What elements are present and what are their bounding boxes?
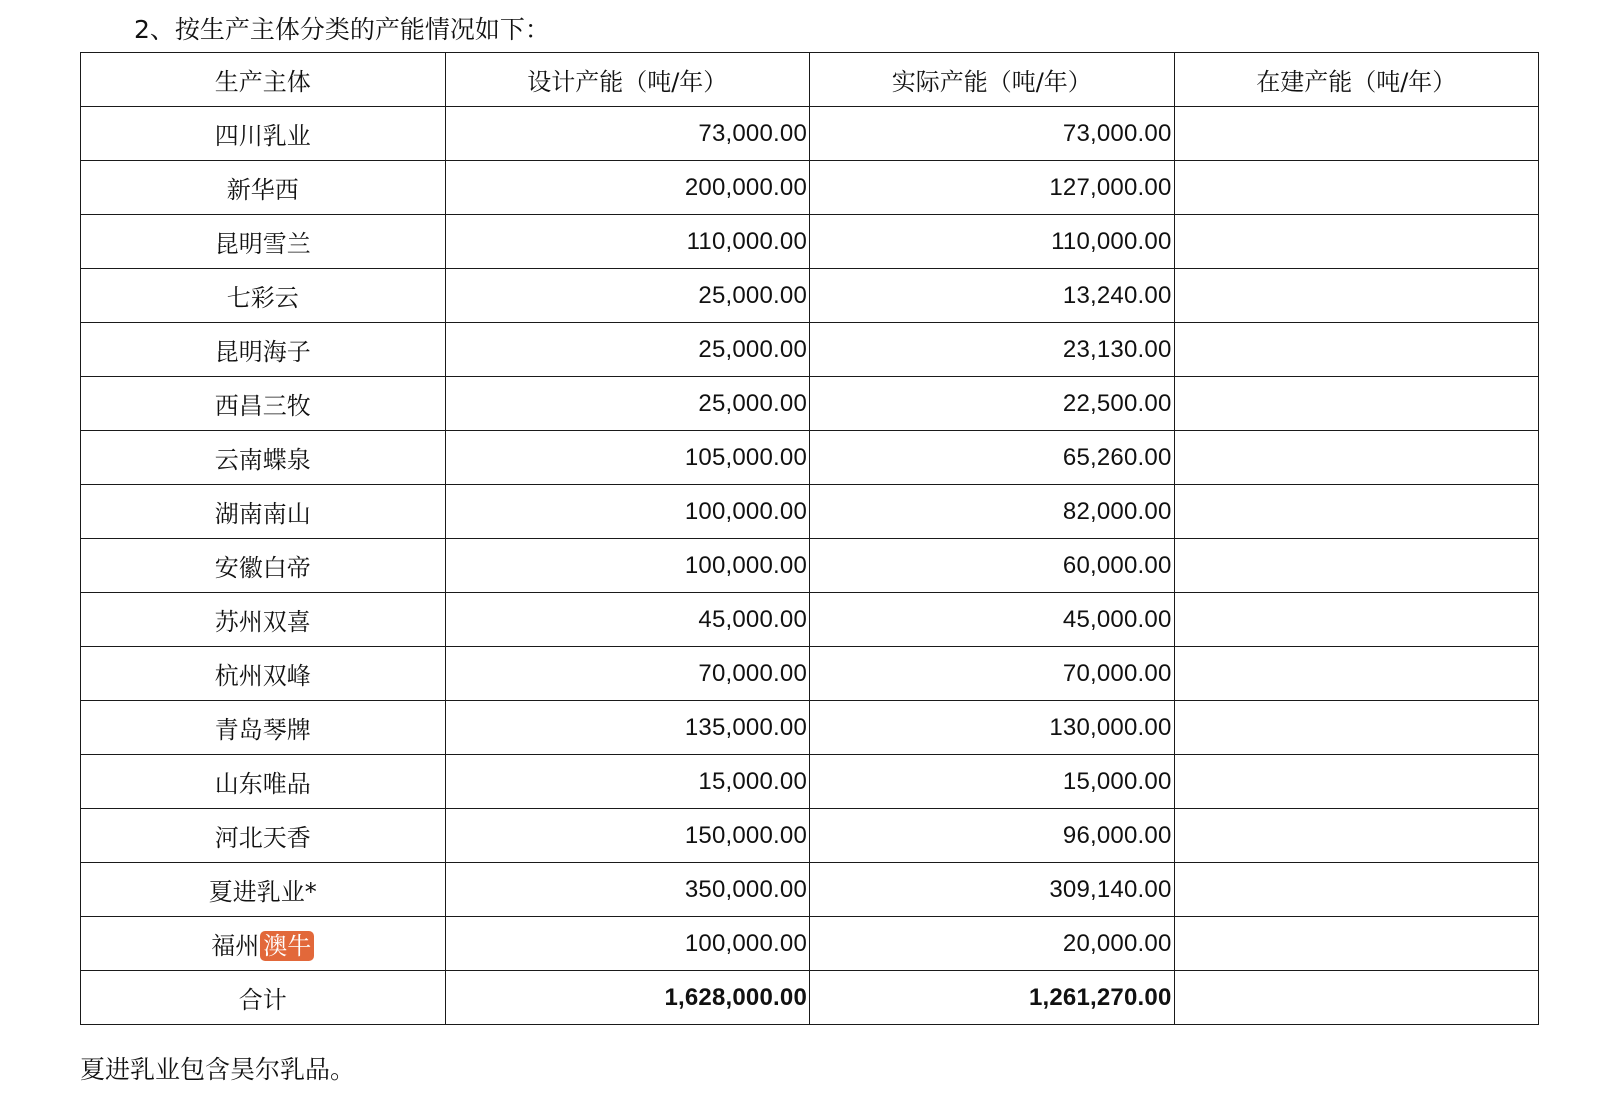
- entity-cell: 安徽白帝: [81, 539, 446, 593]
- building-capacity-cell: [1174, 161, 1539, 215]
- entity-cell: 苏州双喜: [81, 593, 446, 647]
- table-row: [81, 485, 1539, 539]
- table-row: [81, 161, 1539, 215]
- actual-capacity-cell: 110,000.00: [810, 215, 1175, 269]
- design-capacity-cell: 100,000.00: [445, 917, 810, 971]
- entity-cell: 青岛琴牌: [81, 701, 446, 755]
- table-row: [81, 323, 1539, 377]
- table-row: [81, 863, 1539, 917]
- design-capacity-cell: 200,000.00: [445, 161, 810, 215]
- design-capacity-cell: 25,000.00: [445, 323, 810, 377]
- table-row: [81, 917, 1539, 971]
- design-capacity-cell: 135,000.00: [445, 701, 810, 755]
- actual-capacity-cell: 70,000.00: [810, 647, 1175, 701]
- building-capacity-cell: [1174, 269, 1539, 323]
- table-row: [81, 809, 1539, 863]
- header-design-capacity: 设计产能（吨/年）: [445, 53, 810, 107]
- entity-cell: 七彩云: [81, 269, 446, 323]
- building-capacity-cell: [1174, 701, 1539, 755]
- total-actual-capacity: 1,261,270.00: [810, 971, 1175, 1025]
- table-row: [81, 539, 1539, 593]
- building-capacity-cell: [1174, 431, 1539, 485]
- table-row: [81, 215, 1539, 269]
- header-entity: 生产主体: [81, 53, 446, 107]
- section-heading: 2、按生产主体分类的产能情况如下：: [134, 15, 550, 44]
- design-capacity-cell: 45,000.00: [445, 593, 810, 647]
- actual-capacity-cell: 73,000.00: [810, 107, 1175, 161]
- building-capacity-cell: [1174, 323, 1539, 377]
- design-capacity-cell: 105,000.00: [445, 431, 810, 485]
- actual-capacity-cell: 45,000.00: [810, 593, 1175, 647]
- building-capacity-cell: [1174, 809, 1539, 863]
- entity-cell: 湖南南山: [81, 485, 446, 539]
- table-row: [81, 107, 1539, 161]
- design-capacity-cell: 25,000.00: [445, 377, 810, 431]
- design-capacity-cell: 73,000.00: [445, 107, 810, 161]
- table-header-row: [81, 53, 1539, 107]
- entity-cell: 新华西: [81, 161, 446, 215]
- building-capacity-cell: [1174, 485, 1539, 539]
- actual-capacity-cell: 309,140.00: [810, 863, 1175, 917]
- building-capacity-cell: [1174, 755, 1539, 809]
- entity-cell: 夏进乳业*: [81, 863, 446, 917]
- header-actual-capacity: 实际产能（吨/年）: [810, 53, 1175, 107]
- design-capacity-cell: 100,000.00: [445, 485, 810, 539]
- table-row: [81, 701, 1539, 755]
- building-capacity-cell: [1174, 647, 1539, 701]
- entity-cell: 河北天香: [81, 809, 446, 863]
- total-label: 合计: [81, 971, 446, 1025]
- building-capacity-cell: [1174, 539, 1539, 593]
- building-capacity-cell: [1174, 377, 1539, 431]
- table-row: [81, 647, 1539, 701]
- entity-cell: 昆明海子: [81, 323, 446, 377]
- table-row: [81, 593, 1539, 647]
- header-building-capacity: 在建产能（吨/年）: [1174, 53, 1539, 107]
- building-capacity-cell: [1174, 917, 1539, 971]
- building-capacity-cell: [1174, 593, 1539, 647]
- entity-cell: [81, 917, 446, 971]
- actual-capacity-cell: 13,240.00: [810, 269, 1175, 323]
- capacity-table: [80, 52, 1539, 1025]
- actual-capacity-cell: 130,000.00: [810, 701, 1175, 755]
- actual-capacity-cell: 22,500.00: [810, 377, 1175, 431]
- design-capacity-cell: 150,000.00: [445, 809, 810, 863]
- actual-capacity-cell: 20,000.00: [810, 917, 1175, 971]
- design-capacity-cell: 70,000.00: [445, 647, 810, 701]
- entity-highlight-badge: 澳牛: [260, 931, 314, 961]
- building-capacity-cell: [1174, 215, 1539, 269]
- design-capacity-cell: 15,000.00: [445, 755, 810, 809]
- design-capacity-cell: 350,000.00: [445, 863, 810, 917]
- entity-prefix: 福州: [211, 932, 260, 960]
- design-capacity-cell: 100,000.00: [445, 539, 810, 593]
- table-row: [81, 431, 1539, 485]
- entity-cell: 西昌三牧: [81, 377, 446, 431]
- actual-capacity-cell: 60,000.00: [810, 539, 1175, 593]
- actual-capacity-cell: 23,130.00: [810, 323, 1175, 377]
- footnote: 夏进乳业包含昊尔乳品。: [80, 1055, 356, 1084]
- design-capacity-cell: 110,000.00: [445, 215, 810, 269]
- actual-capacity-cell: 96,000.00: [810, 809, 1175, 863]
- entity-cell: 山东唯品: [81, 755, 446, 809]
- table-row: [81, 755, 1539, 809]
- building-capacity-cell: [1174, 863, 1539, 917]
- design-capacity-cell: 25,000.00: [445, 269, 810, 323]
- entity-cell: 云南蝶泉: [81, 431, 446, 485]
- building-capacity-cell: [1174, 107, 1539, 161]
- actual-capacity-cell: 65,260.00: [810, 431, 1175, 485]
- table-row: [81, 377, 1539, 431]
- table-row: [81, 269, 1539, 323]
- entity-cell: 杭州双峰: [81, 647, 446, 701]
- total-building-capacity: [1174, 971, 1539, 1025]
- actual-capacity-cell: 82,000.00: [810, 485, 1175, 539]
- actual-capacity-cell: 127,000.00: [810, 161, 1175, 215]
- entity-cell: 四川乳业: [81, 107, 446, 161]
- total-row: [81, 971, 1539, 1025]
- total-design-capacity: 1,628,000.00: [445, 971, 810, 1025]
- entity-cell: 昆明雪兰: [81, 215, 446, 269]
- actual-capacity-cell: 15,000.00: [810, 755, 1175, 809]
